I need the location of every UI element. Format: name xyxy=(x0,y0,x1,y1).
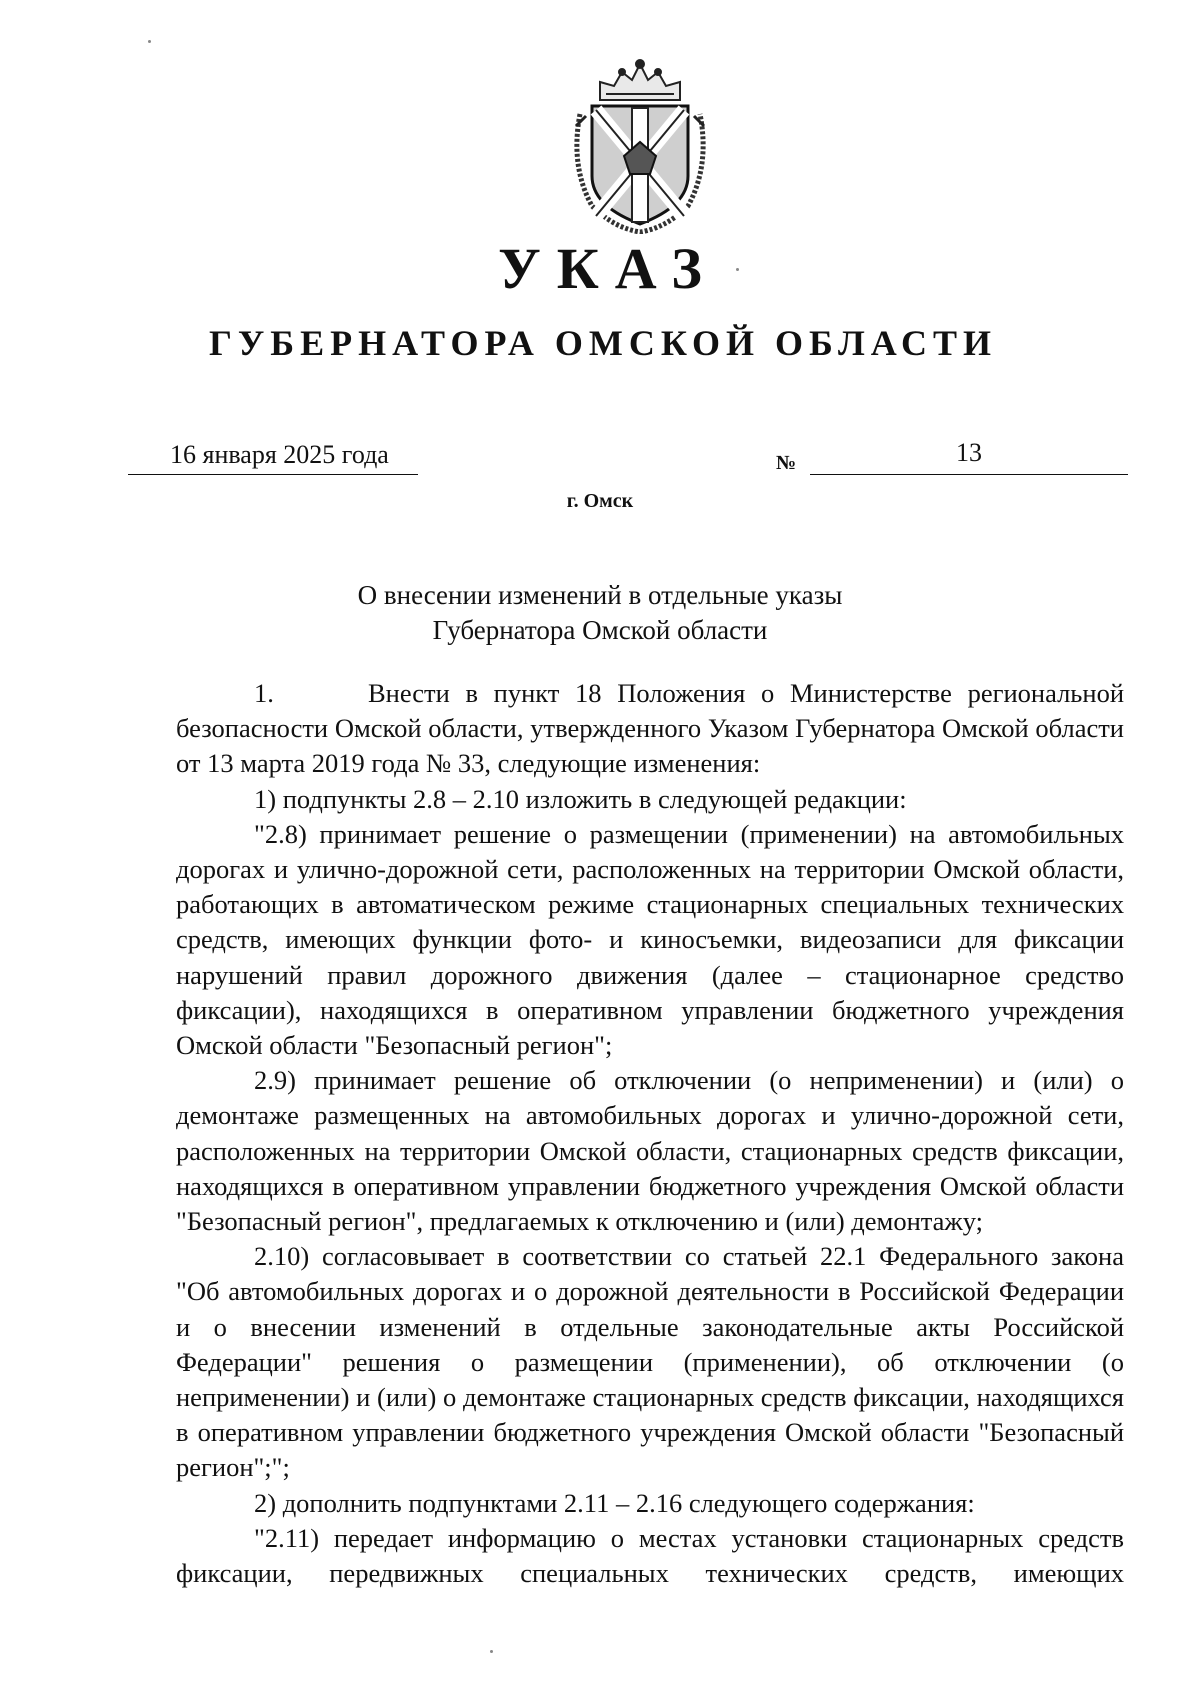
scan-speck xyxy=(736,268,739,271)
body-paragraph-6: 2) дополнить подпунктами 2.11 – 2.16 следующего содержания: xyxy=(254,1487,975,1518)
scan-speck xyxy=(148,40,151,43)
city-label: г. Омск xyxy=(566,490,634,512)
body-paragraph-2: 1) подпункты 2.8 – 2.10 изложить в следующей редакции: xyxy=(254,783,907,814)
number-field xyxy=(810,436,1128,475)
scan-speck xyxy=(490,1650,493,1653)
body-paragraph-7: "2.11) передает информацию о местах установки стационарных средств фиксации, передвижных специальных технических средств, имеющих xyxy=(176,1522,1124,1589)
number-sign: № xyxy=(776,452,797,474)
document-date: 16 января 2025 года xyxy=(170,440,389,469)
subject-line-2: Губернатора Омской области xyxy=(432,615,768,645)
subject-line-1: О внесении изменений в отдельные указы xyxy=(357,580,843,610)
document-number: 13 xyxy=(956,438,982,467)
body-paragraph-1: 1. Внести в пункт 18 Положения о Министерстве региональной безопасности Омской области, утвержденного Указом Губернатора Омской области от 13 марта 2019 года № 33, следующие изменения: xyxy=(176,678,1124,779)
document-title: УКАЗ xyxy=(498,236,718,301)
coat-of-arms-icon xyxy=(566,56,714,234)
document-subject xyxy=(0,578,1200,648)
body-paragraph-4: 2.9) принимает решение об отключении (о неприменении) и (или) о демонтаже размещенных на автомобильных дорогах и улично-дорожной сети, расположенных на территории Омской области, стационарных средств фиксации, находящихся в оперативном управлении бюджетного учреждения Омской области "Безопасный регион", предлагаемых к отключению и (или) демонтажу; xyxy=(176,1065,1124,1237)
body-paragraph-3: "2.8) принимает решение о размещении (применении) на автомобильных дорогах и улично-дорожной сети, расположенных на территории Омской области, работающих в автоматическом режиме стационарных специальных технических средств, имеющих функции фото- и киносъемки, видеозаписи для фиксации нарушений правил дорожного движения (далее – стационарное средство фиксации), находящихся в оперативном управлении бюджетного учреждения Омской области "Безопасный регион"; xyxy=(176,818,1124,1061)
date-field xyxy=(128,436,418,475)
body-paragraph-5: 2.10) согласовывает в соответствии со статьей 22.1 Федерального закона "Об автомобильных дорогах и о дорожной деятельности в Российской Федерации и о внесении изменений в отдельные законодательные акты Российской Федерации" решения о размещении (применении), об отключении (о неприменении) и (или) о демонтаже стационарных средств фиксации, находящихся в оперативном управлении бюджетного учреждения Омской области "Безопасный регион";"; xyxy=(176,1241,1124,1483)
document-body xyxy=(176,676,1124,1591)
issuer-title: ГУБЕРНАТОРА ОМСКОЙ ОБЛАСТИ xyxy=(208,323,998,363)
